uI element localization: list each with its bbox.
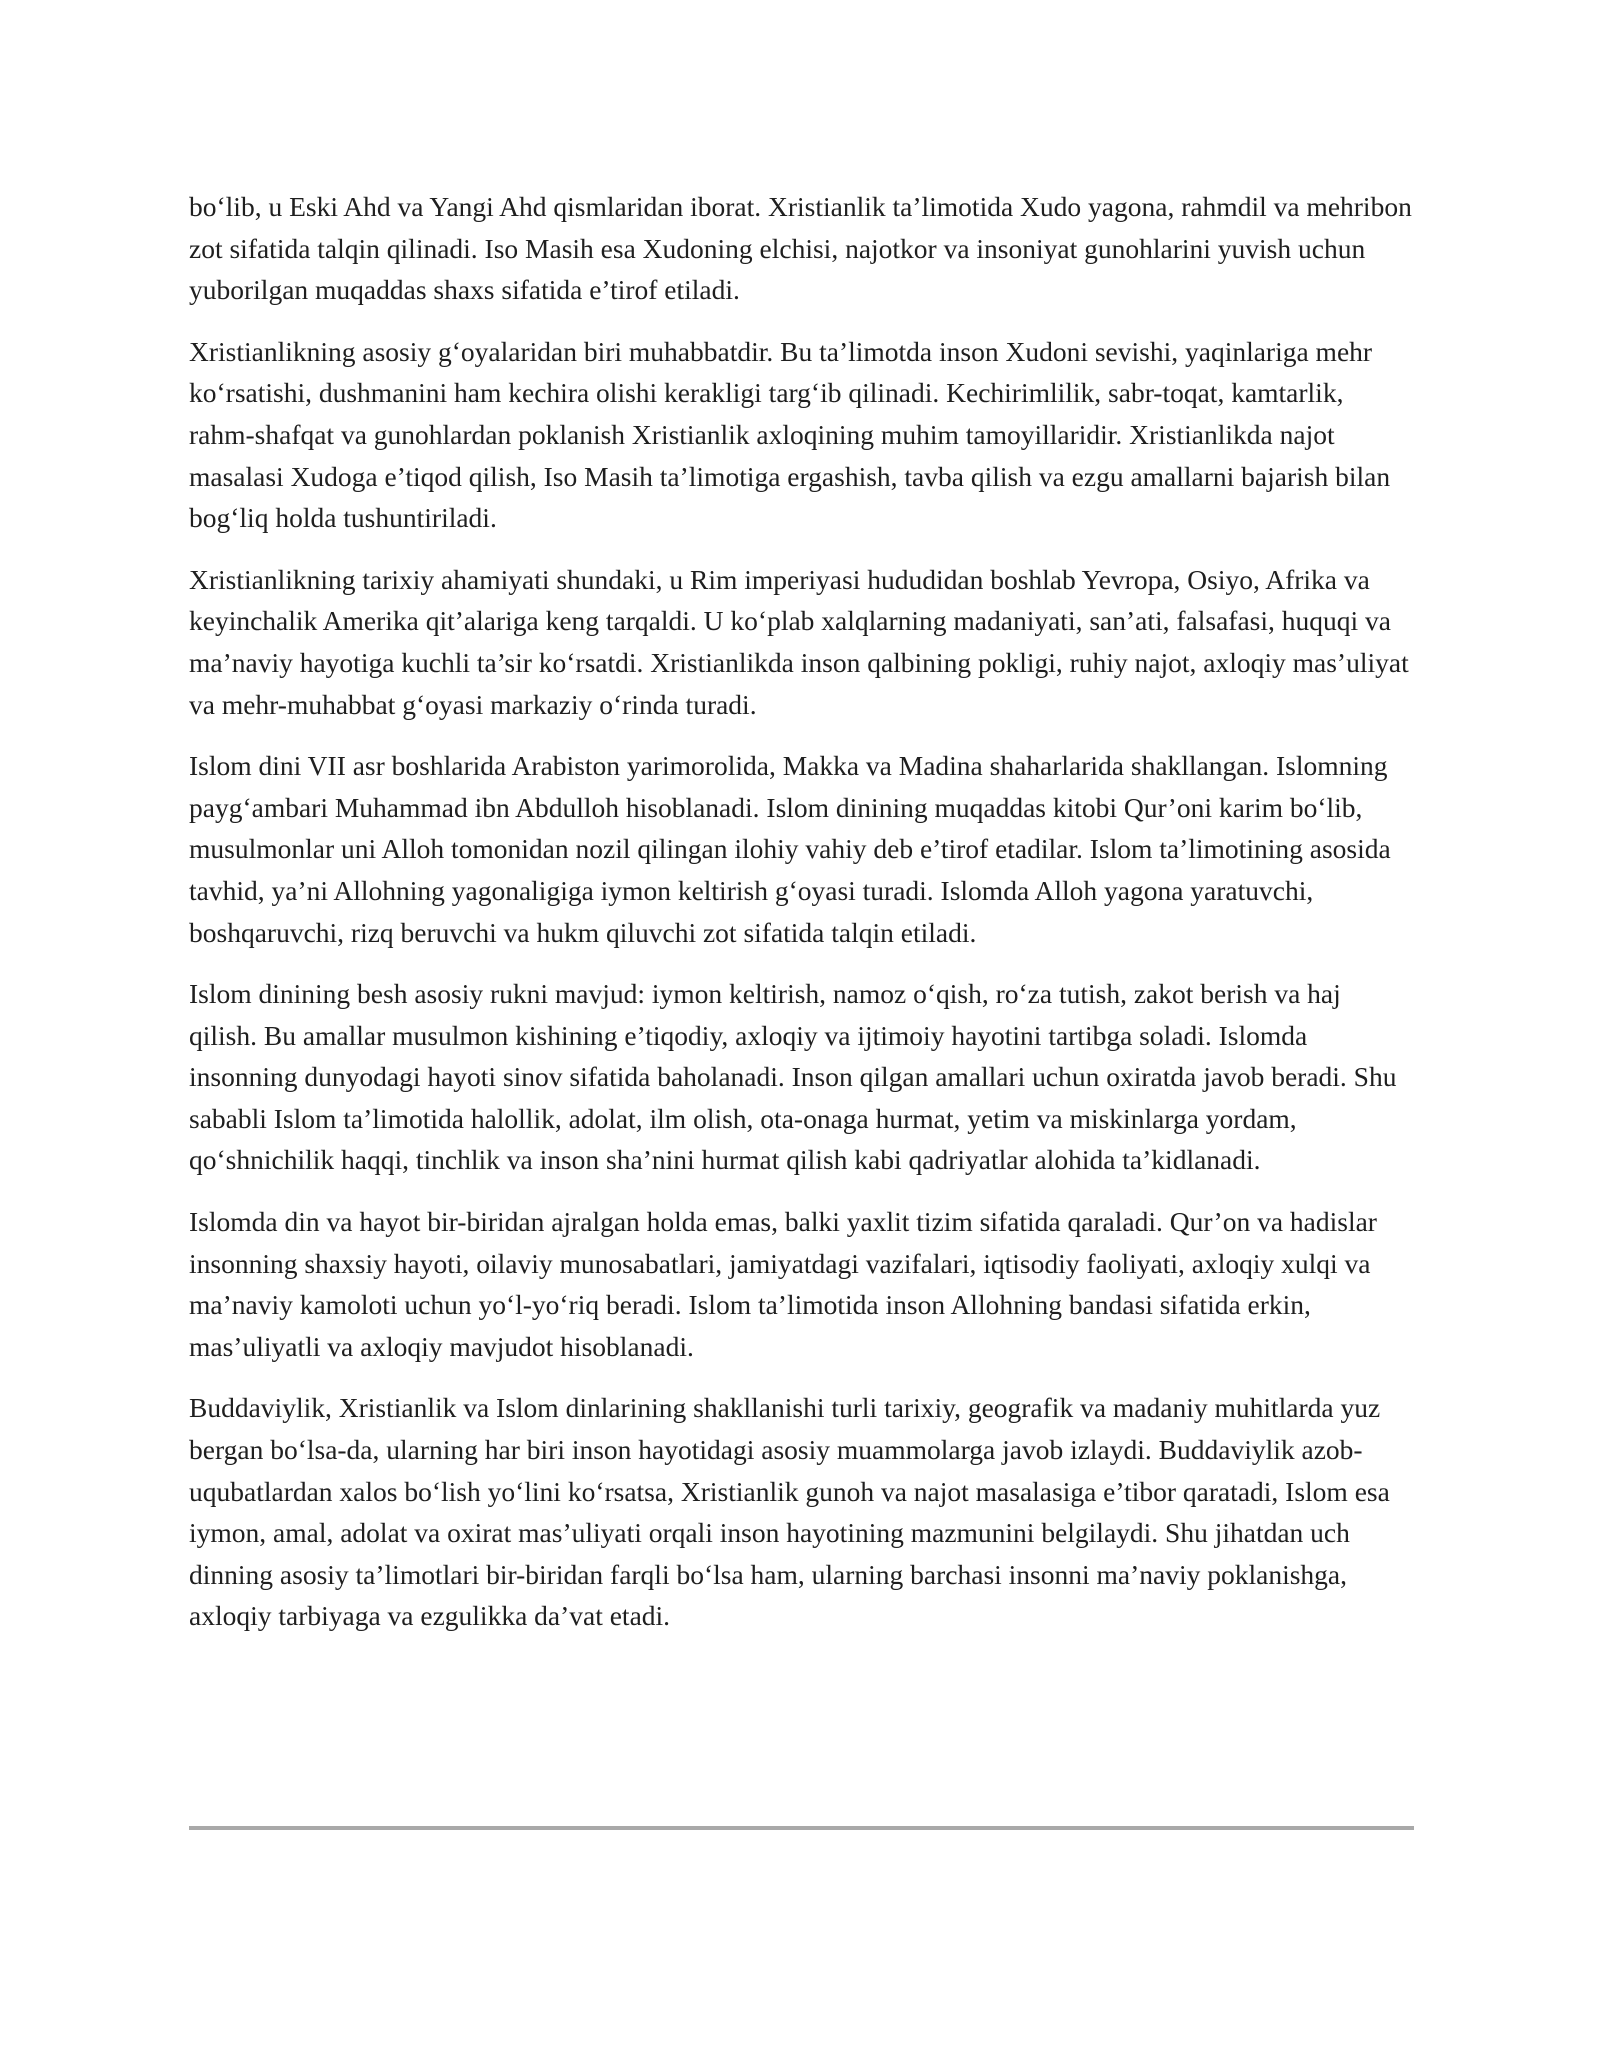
- paragraph-christian-history: Xristianlikning tarixiy ahamiyati shundaki, u Rim imperiyasi hududidan boshlab Yevropa, Osiyo, Afrika va keyinchalik Amerika qit’alariga keng tarqaldi. U ko‘plab xalqlarning madaniyati, san’ati, falsafasi, huquqi va ma’naviy hayotiga kuchli ta’sir ko‘rsatdi. Xristianlikda inson qalbining pokligi, ruhiy najot, axloqiy mas’uliyat va mehr-muhabbat g‘oyasi markaziy o‘rinda turadi.: [189, 563, 1409, 720]
- paragraph-comparison: Buddaviylik, Xristianlik va Islom dinlarining shakllanishi turli tarixiy, geografik va madaniy muhitlarda yuz bergan bo‘lsa-da, ularning har biri inson hayotidagi asosiy muammolarga javob izlaydi. Buddaviylik azob-uqubatlardan xalos bo‘lish yo‘lini ko‘rsatsa, Xristianlik gunoh va najot masalasiga e’tibor qaratadi, Islom esa iymon, amal, adolat va oxirat mas’uliyati orqali inson hayotining mazmunini belgilaydi. Shu jihatdan uch dinning asosiy ta’limotlari bir-biridan farqli bo‘lsa ham, ularning barchasi insonni ma’naviy poklanishga, axloqiy tarbiyaga va ezgulikka da’vat etadi.: [189, 1392, 1390, 1632]
- document-body: [189, 186, 1414, 1657]
- horizontal-divider: [189, 1826, 1414, 1830]
- paragraph-christian-scripture: bo‘lib, u Eski Ahd va Yangi Ahd qismlaridan iborat. Xristianlik ta’limotida Xudo yagona, rahmdil va mehribon zot sifatida talqin qilinadi. Iso Masih esa Xudoning elchisi, najotkor va insoniyat gunohlarini yuvish uchun yuborilgan muqaddas shaxs sifatida e’tirof etiladi.: [189, 191, 1412, 306]
- paragraph-islam-life: Islomda din va hayot bir-biridan ajralgan holda emas, balki yaxlit tizim sifatida qaraladi. Qur’on va hadislar insonning shaxsiy hayoti, oilaviy munosabatlari, jamiyatdagi vazifalari, iqtisodiy faoliyati, axloqiy xulqi va ma’naviy kamoloti uchun yo‘l-yo‘riq beradi. Islom ta’limotida inson Allohning bandasi sifatida erkin, mas’uliyatli va axloqiy mavjudot hisoblanadi.: [189, 1206, 1377, 1362]
- paragraph-islam-pillars: Islom dinining besh asosiy rukni mavjud: iymon keltirish, namoz o‘qish, ro‘za tutish, zakot berish va haj qilish. Bu amallar musulmon kishining e’tiqodiy, axloqiy va ijtimoiy hayotini tartibga soladi. Islomda insonning dunyodagi hayoti sinov sifatida baholanadi. Inson qilgan amallari uchun oxiratda javob beradi. Shu sababli Islom ta’limotida halollik, adolat, ilm olish, ota-onaga hurmat, yetim va miskinlarga yordam, qo‘shnichilik haqqi, tinchlik va inson sha’nini hurmat qilish kabi qadriyatlar alohida ta’kidlanadi.: [189, 978, 1397, 1176]
- paragraph-christian-love: Xristianlikning asosiy g‘oyalaridan biri muhabbatdir. Bu ta’limotda inson Xudoni sevishi, yaqinlariga mehr ko‘rsatishi, dushmanini ham kechira olishi kerakligi targ‘ib qilinadi. Kechirimlilik, sabr-toqat, kamtarlik, rahm-shafqat va gunohlardan poklanish Xristianlik axloqining muhim tamoyillaridir. Xristianlikda najot masalasi Xudoga e’tiqod qilish, Iso Masih ta’limotiga ergashish, tavba qilish va ezgu amallarni bajarish bilan bog‘liq holda tushuntiriladi.: [189, 335, 1391, 534]
- paragraph-islam-origins: Islom dini VII asr boshlarida Arabiston yarimorolida, Makka va Madina shaharlarida shakllangan. Islomning payg‘ambari Muhammad ibn Abdulloh hisoblanadi. Islom dinining muqaddas kitobi Qur’oni karim bo‘lib, musulmonlar uni Alloh tomonidan nozil qilingan ilohiy vahiy deb e’tirof etadilar. Islom ta’limotining asosida tavhid, ya’ni Allohning yagonaligiga iymon keltirish g‘oyasi turadi. Islomda Alloh yagona yaratuvchi, boshqaruvchi, rizq beruvchi va hukm qiluvchi zot sifatida talqin etiladi.: [189, 750, 1391, 948]
